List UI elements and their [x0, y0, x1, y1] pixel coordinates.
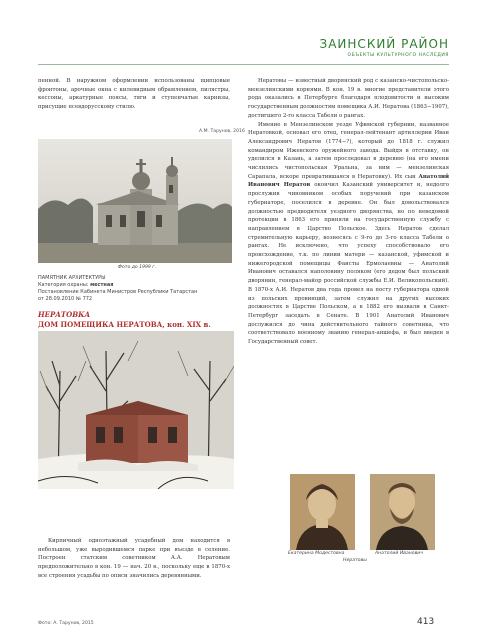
decree-line-1: Постановление Кабинета Министров Республики Татарстан — [38, 289, 198, 295]
header-divider — [38, 64, 449, 65]
page-number: 413 — [417, 617, 435, 627]
church-photo-caption: Фото до 1999 г. — [118, 265, 157, 270]
author-credit: А.М. Тарунов, 2016 — [199, 129, 245, 134]
portraits-family-caption: Нератовы — [343, 558, 367, 563]
section-title: ДОМ ПОМЕЩИКА НЕРАТОВА, кон. XIX в. — [38, 320, 211, 329]
left-bottom-text — [38, 537, 230, 581]
right-paragraph-2b: окончил Казанский университет и, недолго прослужив чиновником особых поручений при казанском губернаторе, поселился в деревне. Он был довольствовался должностью предводителя уездного дворянства, но по неведомой протекции в 1863 его приняли на государственную службу с направлением в Царство Польское. Здесь Нератов сделал стремительную карьеру, вознесясь с 9-го до 3-го класса Табели о рангах. Не исключено, что успеху способствовало его происхождение, т.к. по линии матери — казанской, уфимской и нижегородской помещицы Фаисты Ермолаевны — Анатолий Иванович оставался наполовину поляком (его дедом был польский дворянин, генерал-майор российской службы Е.И. Великопольский). В 1870-х А.И. Нератов два года провел на посту губернатора одной из польских провинций, затем служил на других высоких должностях в Царстве Польском, а в 1882 его вызвали в Санкт-Петербург заседать в Сенате. В 1901 Анатолий Иванович дослужился до чина действительного тайного советника, что соответствовало военному званию генерал-аншефа, и был введен в Государственный совет. — [248, 182, 450, 346]
page-header-subtitle: ОБЪЕКТЫ КУЛЬТУРНОГО НАСЛЕДИЯ — [347, 53, 449, 58]
category-label: Категория охраны: — [38, 282, 89, 288]
section-name: НЕРАТОВКА — [38, 310, 91, 319]
monument-category — [38, 282, 238, 289]
right-paragraph-2a: Имение в Мензелинском уезде Уфимской губернии, названное Нератовкой, основал его отец, генерал-лейтенант артиллерии Иван Александрович Нератов (1774−?), который до 1818 г. служил командиром Ижевского оружейного завода. Выйдя в отставку, он уделился в Казань, а затем проследовал в деревню (на его имени числились чистопольская Уральна, за ним — мензелинская Сарапала, вскоре превратившаяся в Нератовку). Их сын — [248, 121, 449, 180]
church-photo — [38, 139, 232, 263]
category-value: местная — [90, 282, 114, 288]
page-header-title: ЗАИНСКИЙ РАЙОН — [319, 37, 449, 51]
right-paragraph-2 — [248, 121, 449, 347]
portrait-ekaterina — [290, 474, 355, 550]
photo-credit: Фото: А. Тарунов, 2015 — [38, 621, 94, 626]
portrait-anatoly — [370, 474, 435, 550]
left-intro-text — [38, 77, 230, 112]
right-column-text — [248, 77, 449, 347]
house-description: Кирпичный одноэтажный усадебный дом находится в небольшом, уже выродившемся парке при въезде в селение. Построен статским советником А.А. Нератовым предположительно в кон. 19 — нач. 20 в., поскольку еще в 1870-х все строения усадьбы по описи значились деревянными. — [38, 538, 230, 579]
manor-house-photo — [38, 331, 234, 489]
portrait-right-caption: Анатолий Иванович — [375, 551, 423, 556]
monument-type: ПАМЯТНИК АРХИТЕКТУРЫ — [38, 275, 106, 281]
monument-info — [38, 275, 238, 303]
portrait-left-caption: Екатерина Модестовна — [288, 551, 345, 556]
left-intro-paragraph: пенной. В наружном оформлении использованы щипцовые фронтоны, арочные окна с килевидным обрамлением, пилястры, кессоны, аркатурные поясы, тяги и ступенчатые карнизы, присущие псевдорусскому стилю. — [38, 78, 230, 111]
right-paragraph-2-name: Анатолий Иванович Нератов — [248, 173, 449, 189]
right-paragraph-1: Нератовы — известный дворянский род с казанско-чистопольско-мензелинскими корнями. В кон. 19 в. многие представители этого рода оказались в Петербурге благодаря плодовитости и высоким государственным должностям помещика А.И. Нератова (1863−1907), достигшего 2-го класса Табели о рангах. — [248, 78, 449, 119]
decree-line-2: от 28.09.2010 № 772 — [38, 296, 93, 302]
